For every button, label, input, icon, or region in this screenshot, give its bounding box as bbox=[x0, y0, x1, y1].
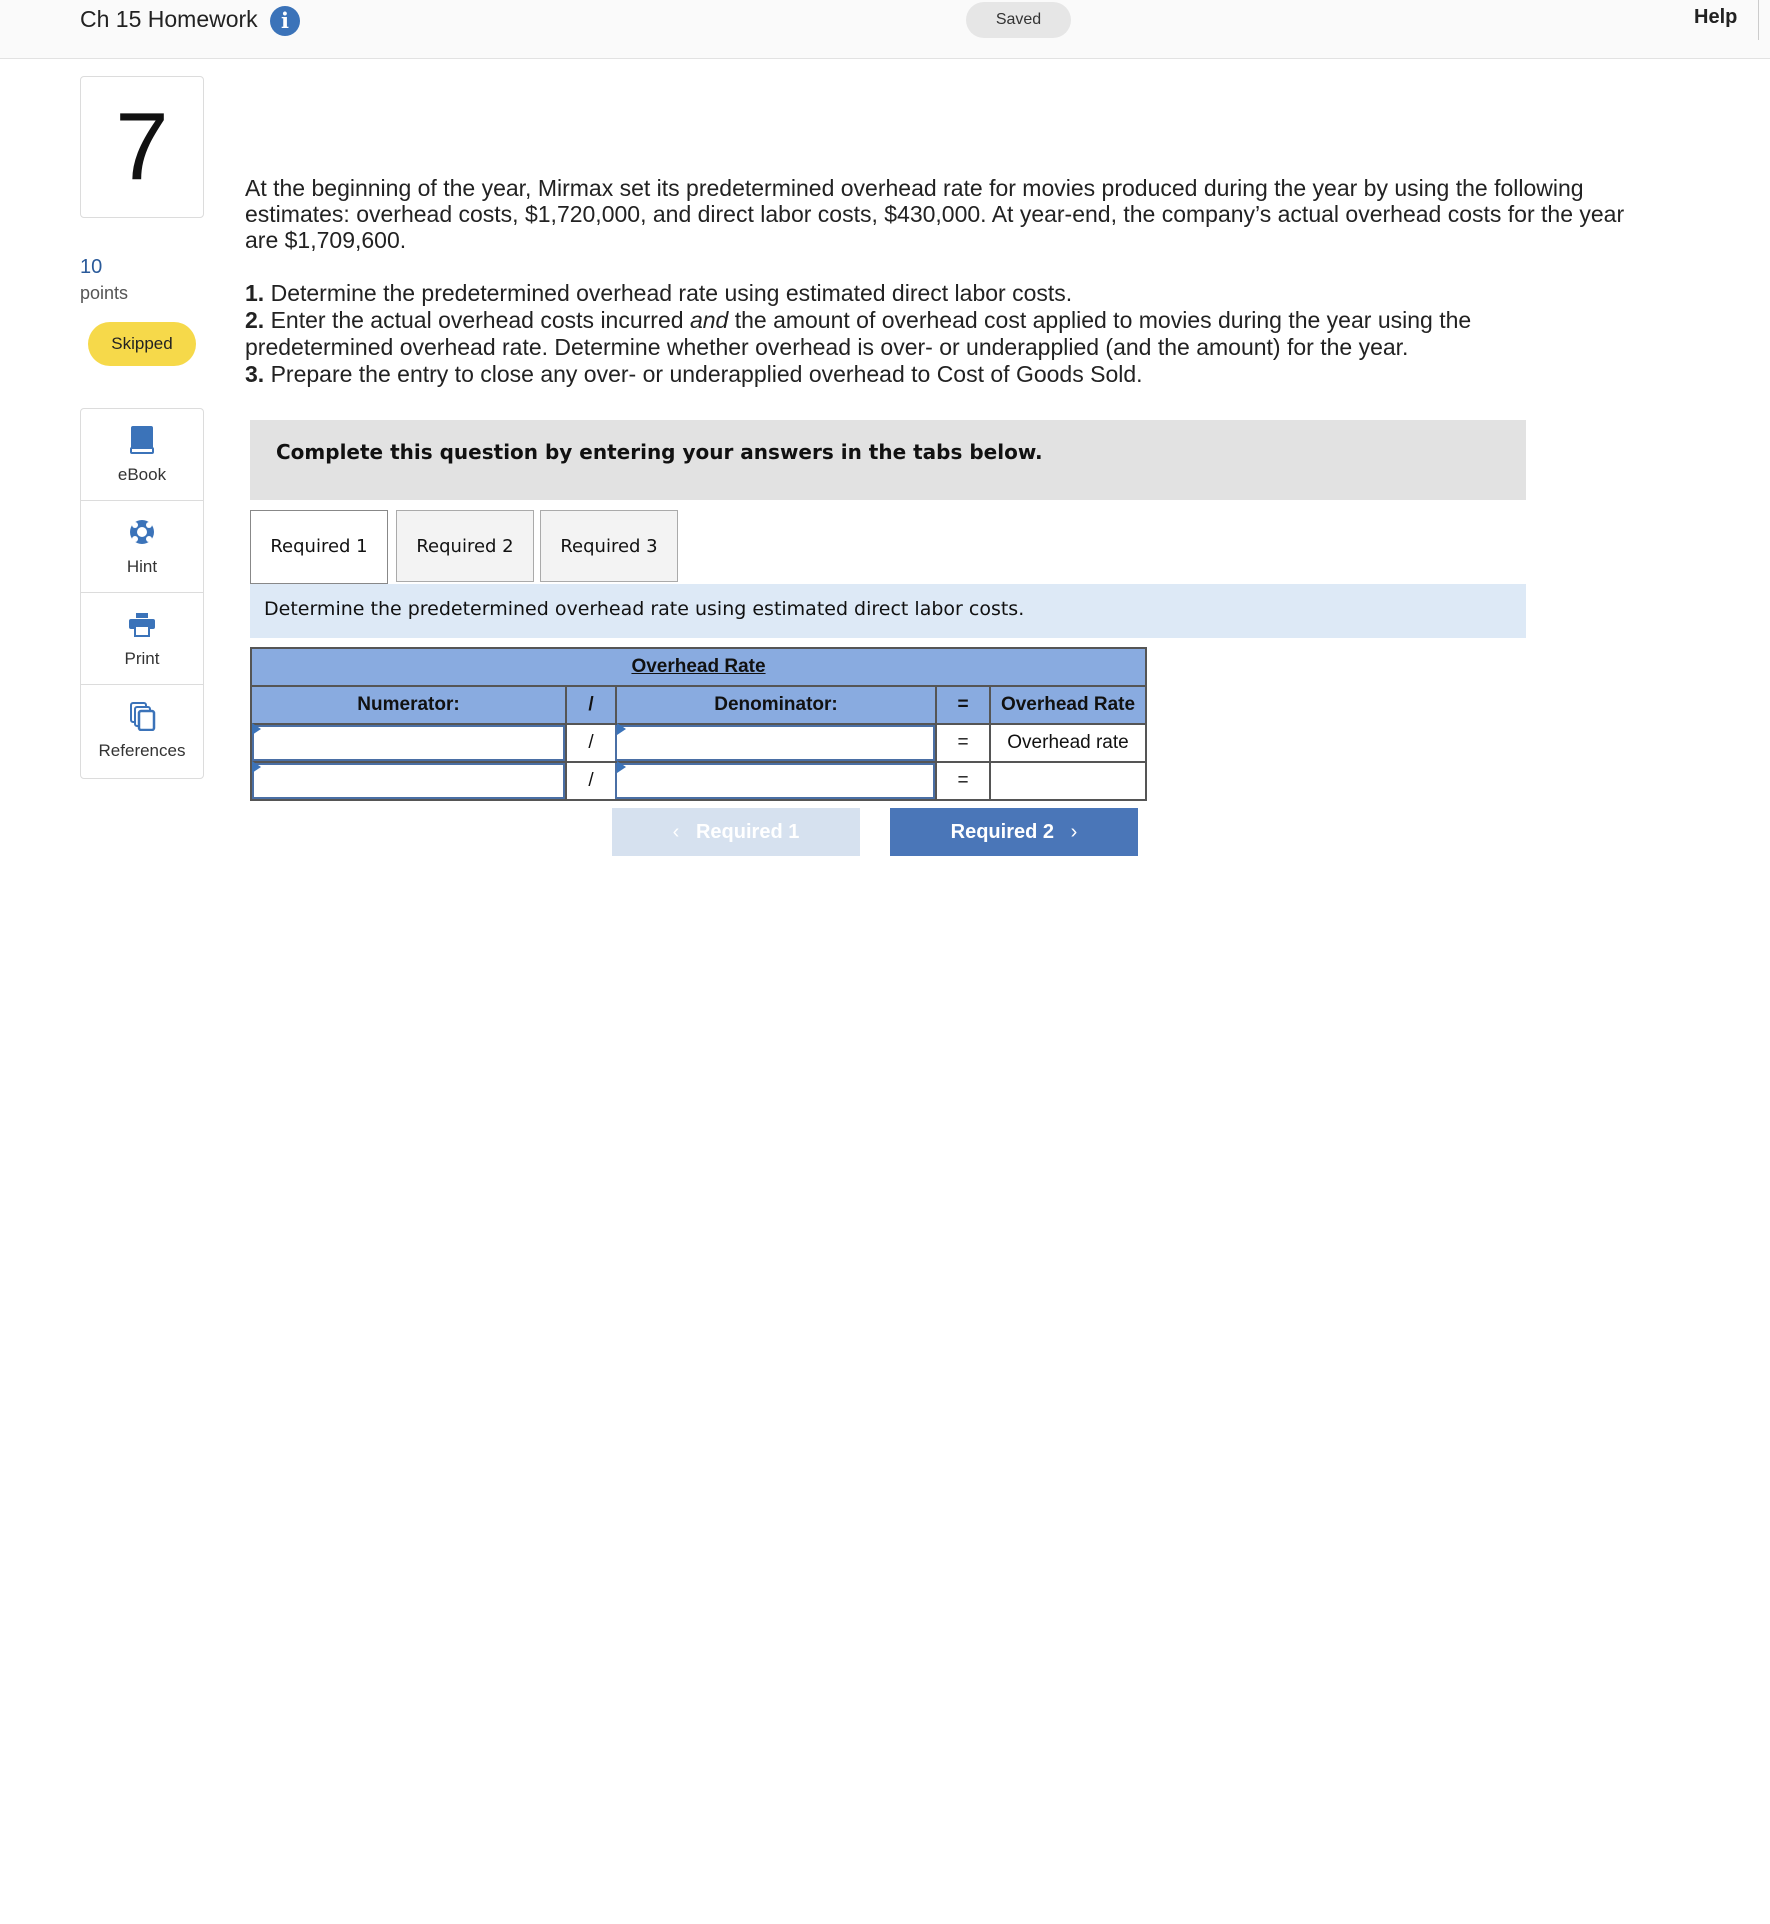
result-input[interactable] bbox=[989, 763, 1145, 799]
table-header-row bbox=[252, 687, 1145, 725]
previous-required-button[interactable] bbox=[612, 808, 860, 856]
tab-required-3[interactable]: Required 3 bbox=[540, 510, 678, 582]
copy-icon bbox=[128, 701, 156, 731]
denominator-input[interactable] bbox=[615, 763, 935, 799]
tab-required-2[interactable]: Required 2 bbox=[396, 510, 534, 582]
step-number: 1. bbox=[245, 280, 265, 306]
dropdown-indicator-icon bbox=[252, 723, 261, 735]
next-label: Required 2 bbox=[950, 821, 1054, 843]
numerator-dropdown[interactable] bbox=[252, 725, 565, 761]
help-link[interactable]: Help bbox=[1694, 6, 1738, 28]
print-button[interactable] bbox=[81, 593, 203, 685]
points-value: 10 bbox=[80, 256, 103, 278]
references-label: References bbox=[98, 741, 186, 760]
equals-header: = bbox=[935, 687, 989, 723]
question-prompt bbox=[245, 175, 1655, 253]
hint-label: Hint bbox=[126, 557, 158, 576]
printer-icon bbox=[128, 609, 156, 639]
status-badge: Skipped bbox=[88, 322, 196, 366]
step-text: the amount of overhead cost applied to movies during the year using the predetermined overhead rate. Determine whether overhead is over- or underapplied (and the amount) for the year. bbox=[245, 307, 1472, 360]
book-icon bbox=[128, 425, 156, 455]
input-indicator-icon bbox=[617, 761, 626, 773]
step-emphasis: and bbox=[689, 307, 729, 333]
points-label: points bbox=[80, 283, 129, 303]
equals-sign: = bbox=[935, 763, 989, 799]
ebook-label: eBook bbox=[117, 465, 167, 484]
denominator-dropdown[interactable] bbox=[615, 725, 935, 761]
info-icon[interactable]: i bbox=[270, 6, 300, 36]
table-row bbox=[252, 763, 1145, 799]
result-label: Overhead rate bbox=[989, 725, 1145, 761]
chevron-left-icon: ‹ bbox=[672, 821, 680, 843]
tab-instruction bbox=[250, 584, 1526, 638]
tools-panel bbox=[80, 408, 204, 779]
assignment-title: Ch 15 Homework bbox=[80, 6, 258, 32]
top-bar bbox=[0, 0, 1770, 59]
step-text: Determine the predetermined overhead rate using estimated direct labor costs. bbox=[270, 280, 1073, 306]
saved-status: Saved bbox=[966, 2, 1071, 38]
question-steps bbox=[245, 280, 1555, 388]
divide-sign: / bbox=[565, 763, 615, 799]
tab-instruction-text: Determine the predetermined overhead rate using estimated direct labor costs. bbox=[264, 598, 1025, 620]
previous-label: Required 1 bbox=[695, 821, 800, 843]
instructions-panel bbox=[250, 420, 1526, 500]
lifebuoy-icon bbox=[128, 517, 156, 547]
divide-sign: / bbox=[565, 725, 615, 761]
denominator-header: Denominator: bbox=[615, 687, 935, 723]
hint-button[interactable] bbox=[81, 501, 203, 593]
dropdown-indicator-icon bbox=[617, 723, 626, 735]
references-button[interactable] bbox=[81, 685, 203, 778]
divide-header: / bbox=[565, 687, 615, 723]
overhead-rate-table bbox=[250, 647, 1147, 801]
step-number: 2. bbox=[245, 307, 265, 333]
step-text: Enter the actual overhead costs incurred bbox=[270, 307, 684, 333]
next-required-button[interactable] bbox=[890, 808, 1138, 856]
chevron-right-icon: › bbox=[1070, 821, 1078, 843]
instructions-text: Complete this question by entering your answers in the tabs below. bbox=[276, 440, 1043, 464]
step-1 bbox=[245, 280, 1555, 307]
print-label: Print bbox=[124, 649, 160, 668]
ebook-button[interactable] bbox=[81, 409, 203, 501]
step-3 bbox=[245, 361, 1555, 388]
numerator-header: Numerator: bbox=[357, 694, 460, 715]
step-2 bbox=[245, 307, 1555, 361]
question-number: 7 bbox=[115, 93, 169, 200]
step-text: Prepare the entry to close any over- or underapplied overhead to Cost of Goods Sold. bbox=[270, 361, 1143, 387]
equals-sign: = bbox=[935, 725, 989, 761]
step-number: 3. bbox=[245, 361, 265, 387]
numerator-input[interactable] bbox=[252, 763, 565, 799]
tab-required-1[interactable]: Required 1 bbox=[250, 510, 388, 585]
divider bbox=[1758, 0, 1759, 40]
prompt-intro: At the beginning of the year, Mirmax set its predetermined overhead rate for movies produced during the year by using the following estimates: overhead costs, $1,720,000, and direct labor costs, $430,000. At year-end, the company’s actual overhead costs for the year are $1,709,600. bbox=[245, 175, 1625, 253]
table-title: Overhead Rate bbox=[631, 656, 766, 677]
input-indicator-icon bbox=[252, 761, 261, 773]
result-header: Overhead Rate bbox=[989, 687, 1145, 723]
question-number-box bbox=[80, 76, 204, 218]
table-title-row bbox=[252, 649, 1145, 687]
tab-bar bbox=[250, 510, 1526, 586]
table-row bbox=[252, 725, 1145, 763]
